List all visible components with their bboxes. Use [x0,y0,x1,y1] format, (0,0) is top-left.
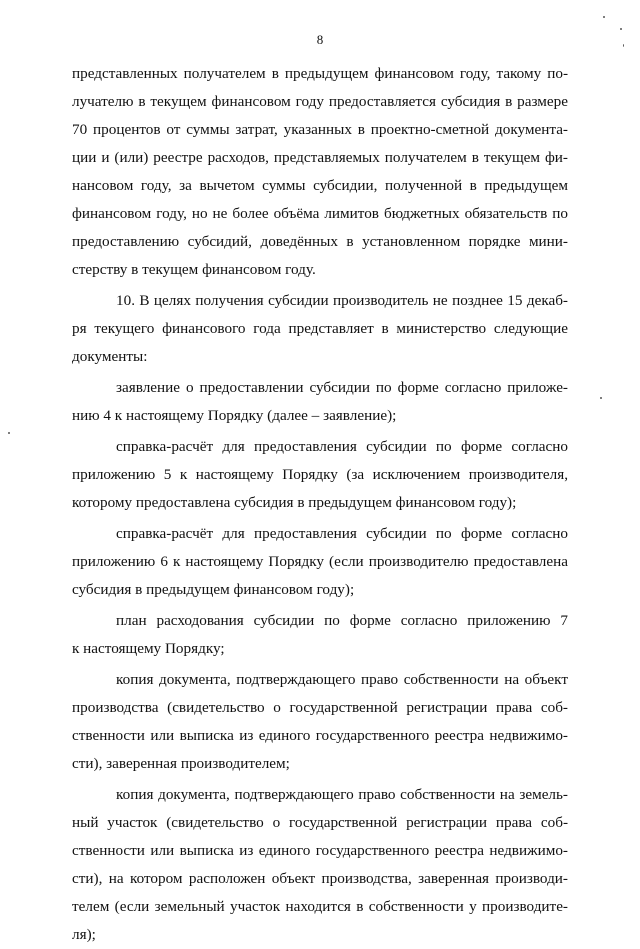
scan-speck [620,28,622,30]
scan-speck [623,44,624,47]
paragraph [72,607,568,663]
text-line: телем (если земельный участок находится в собственности у производите- [72,898,568,915]
text-line: субсидия в предыдущем финансовом году); [72,581,355,598]
text-line: копия документа, подтверждающего право собственности на объект [116,671,568,688]
text-line: приложению 6 к настоящему Порядку (если производителю предоставлена [72,553,568,570]
text-line: ря текущего финансового года представляет в министерство следующие [72,320,568,337]
scan-speck [603,16,605,18]
paragraph [72,60,568,284]
text-line: справка-расчёт для предоставления субсидии по форме согласно [116,438,568,455]
text-line: нансовом году, за вычетом суммы субсидии, полученной в предыдущем [72,177,568,194]
text-line: ля); [72,926,96,943]
page-number: 8 [316,32,324,47]
text-line: представленных получателем в предыдущем финансовом году, такому по- [72,65,568,82]
document-body [72,60,568,949]
text-line: которому предоставлена субсидия в предыдущем финансовом году); [72,494,517,511]
scan-speck [600,397,602,399]
text-line: ственности или выписка из единого государственного реестра недвижимо- [72,727,568,744]
text-line: копия документа, подтверждающего право собственности на земель- [116,786,568,803]
scan-speck [8,432,10,434]
text-line: лучателю в текущем финансовом году предоставляется субсидия в размере [72,93,568,110]
text-line: приложению 5 к настоящему Порядку (за исключением производителя, [72,466,568,483]
text-line: финансовом году, но не более объёма лимитов бюджетных обязательств по [72,205,568,222]
paragraph [72,781,568,949]
paragraph [72,433,568,517]
paragraph [72,374,568,430]
text-line: сти), на котором расположен объект производства, заверенная производи- [72,870,568,887]
text-line: 10. В целях получения субсидии производитель не позднее 15 декаб- [116,292,568,309]
text-line: предоставлению субсидий, доведённых в установленном порядке мини- [72,233,568,250]
text-line: ный участок (свидетельство о государственной регистрации права соб- [72,814,568,831]
text-line: сти), заверенная производителем; [72,755,290,772]
paragraph [72,520,568,604]
paragraph [72,666,568,778]
text-line: к настоящему Порядку; [72,640,225,657]
text-line: справка-расчёт для предоставления субсидии по форме согласно [116,525,568,542]
text-line: 70 процентов от суммы затрат, указанных в проектно-сметной документа- [72,121,568,138]
text-line: ственности или выписка из единого государственного реестра недвижимо- [72,842,568,859]
text-line: ции и (или) реестре расходов, представляемых получателем в текущем фи- [72,149,568,166]
paragraph [72,287,568,371]
text-line: документы: [72,348,148,365]
text-line: план расходования субсидии по форме согласно приложению 7 [116,612,568,629]
text-line: заявление о предоставлении субсидии по форме согласно приложе- [116,379,568,396]
text-line: нию 4 к настоящему Порядку (далее – заявление); [72,407,397,424]
text-line: стерству в текущем финансовом году. [72,261,316,278]
text-line: производства (свидетельство о государственной регистрации права соб- [72,699,568,716]
